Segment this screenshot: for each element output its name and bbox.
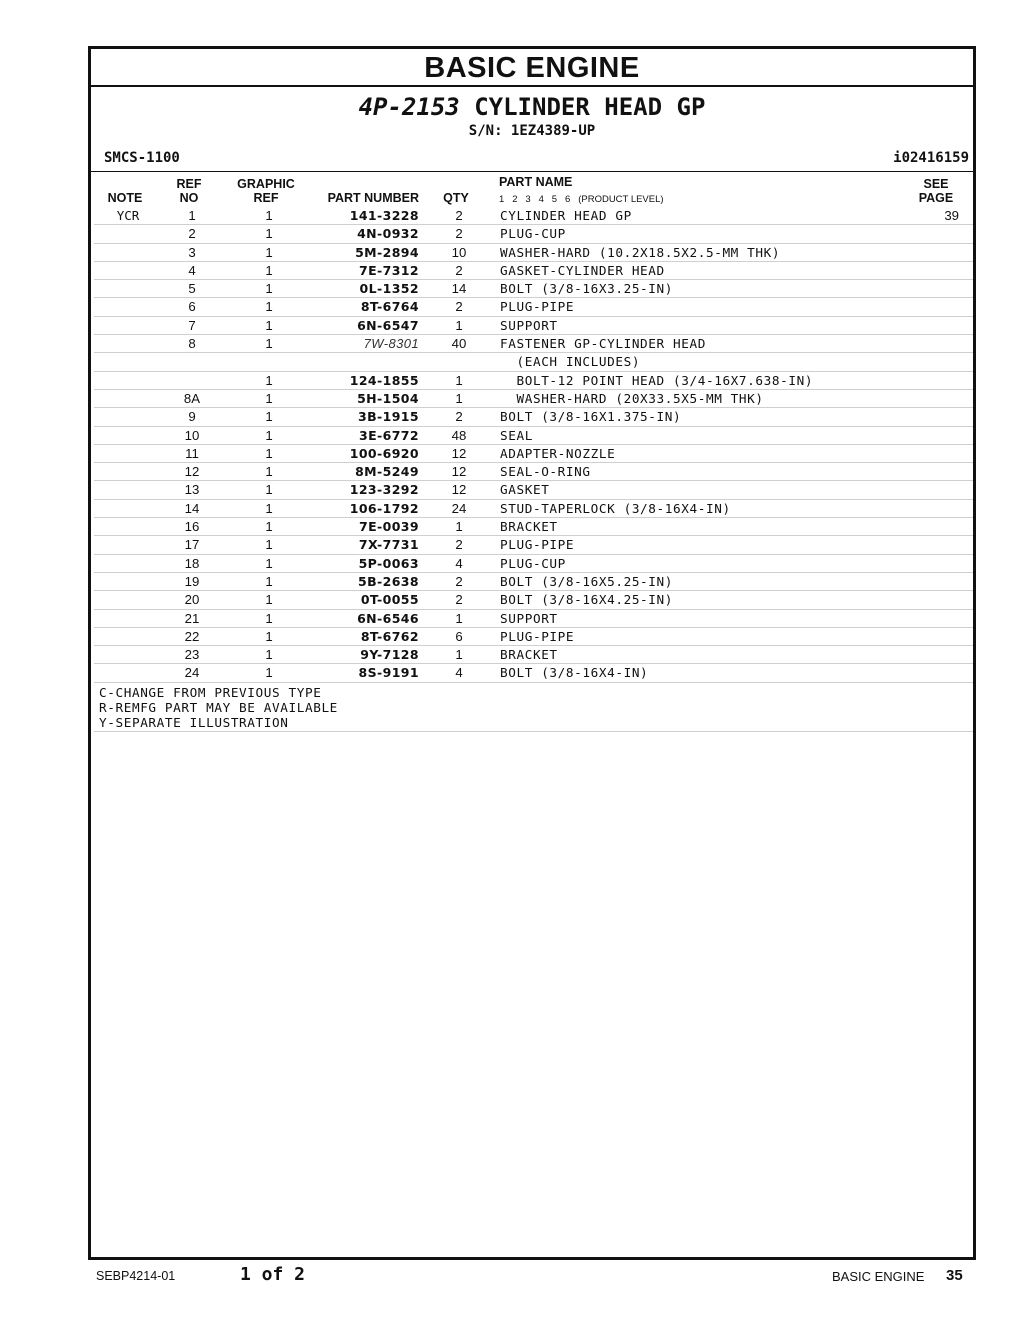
row-graphic-ref: 1 (265, 519, 273, 535)
row-graphic-ref: 1 (265, 262, 273, 278)
row-part-number: 9Y-7128 (360, 647, 419, 663)
row-qty: 40 (451, 336, 467, 352)
row-graphic-ref: 1 (265, 317, 273, 333)
row-part-number: 8S-9191 (358, 665, 419, 681)
row-part-number: 7W-8301 (363, 336, 419, 352)
table-row (94, 591, 973, 609)
row-qty: 12 (451, 445, 467, 461)
row-graphic-ref: 1 (265, 336, 273, 352)
header-ref-top: REF (176, 177, 202, 191)
column-header-ref-no (167, 177, 211, 205)
row-part-name: BOLT (3/8-16X3.25-IN) (500, 281, 674, 297)
row-ref-no: 1 (188, 208, 196, 223)
row-graphic-ref: 1 (265, 244, 273, 260)
footer-doc-code: SEBP4214-01 (96, 1269, 176, 1283)
table-row (94, 353, 973, 371)
row-part-number: 7E-7312 (358, 262, 419, 278)
table-row (94, 646, 973, 664)
row-part-name: (EACH INCLUDES) (500, 354, 641, 370)
row-graphic-ref: 1 (265, 628, 273, 644)
row-part-number: 6N-6547 (357, 317, 419, 333)
table-row (94, 481, 973, 499)
row-qty: 10 (451, 244, 467, 260)
row-graphic-ref: 1 (265, 226, 273, 242)
row-ref-no: 23 (184, 647, 200, 663)
row-graphic-ref: 1 (265, 427, 273, 443)
row-part-name: SUPPORT (500, 610, 558, 626)
row-part-number: 6N-6546 (357, 610, 419, 626)
row-part-number: 8T-6762 (360, 628, 419, 644)
table-row (94, 664, 973, 682)
row-part-number: 4N-0932 (357, 226, 419, 242)
row-graphic-ref: 1 (265, 445, 273, 461)
row-graphic-ref: 1 (265, 281, 273, 297)
row-part-name: BOLT (3/8-16X1.375-IN) (500, 409, 682, 425)
row-qty: 2 (455, 262, 463, 278)
row-ref-no: 20 (184, 592, 200, 608)
parts-list-frame (88, 46, 976, 1260)
row-ref-no: 13 (184, 482, 200, 498)
row-part-name: BOLT (3/8-16X5.25-IN) (500, 573, 674, 589)
row-qty: 2 (455, 537, 463, 553)
table-row (94, 408, 973, 426)
row-part-number: 7E-0039 (358, 519, 419, 535)
row-graphic-ref: 1 (265, 555, 273, 571)
row-part-name: STUD-TAPERLOCK (3/8-16X4-IN) (500, 500, 731, 516)
row-part-number: 100-6920 (349, 445, 419, 461)
row-part-number: 5H-1504 (357, 390, 419, 406)
row-qty: 2 (455, 592, 463, 608)
row-part-name: GASKET (500, 482, 550, 498)
row-ref-no: 11 (185, 445, 199, 461)
column-header-graphic-ref (231, 177, 301, 205)
header-graphic-top: GRAPHIC (237, 177, 295, 191)
row-part-name: BOLT (3/8-16X4-IN) (500, 665, 649, 681)
row-part-number: 7X-7731 (358, 537, 419, 553)
row-qty: 1 (455, 647, 463, 663)
row-graphic-ref: 1 (265, 592, 273, 608)
row-ref-no: 8 (188, 336, 196, 352)
row-graphic-ref: 1 (265, 482, 273, 498)
table-row (94, 628, 973, 646)
row-ref-no: 7 (188, 317, 196, 333)
table-row (94, 317, 973, 335)
table-row (94, 427, 973, 445)
table-row (94, 445, 973, 463)
row-ref-no: 4 (188, 262, 196, 278)
row-qty: 2 (455, 409, 463, 425)
row-qty: 2 (455, 226, 463, 242)
table-row (94, 390, 973, 408)
header-see-bottom: PAGE (918, 191, 954, 205)
row-ref-no: 8A (183, 390, 201, 406)
table-row (94, 280, 973, 298)
row-part-number: 0L-1352 (359, 281, 419, 297)
row-part-number: 124-1855 (349, 372, 419, 388)
row-graphic-ref: 1 (265, 299, 273, 315)
footer-section: BASIC ENGINE (832, 1269, 925, 1284)
row-qty: 24 (451, 500, 467, 516)
row-part-name: SEAL (500, 427, 533, 443)
row-ref-no: 21 (184, 610, 200, 626)
table-row (94, 573, 973, 591)
row-qty: 12 (451, 482, 467, 498)
row-ref-no: 5 (188, 281, 196, 297)
section-title: BASIC ENGINE (91, 49, 973, 87)
row-part-name: WASHER-HARD (20X33.5X5-MM THK) (500, 390, 764, 406)
row-part-number: 8M-5249 (355, 464, 419, 480)
row-part-name: PLUG-CUP (500, 226, 566, 242)
row-graphic-ref: 1 (265, 464, 273, 480)
row-part-number: 5M-2894 (355, 244, 419, 260)
row-part-number: 8T-6764 (360, 299, 419, 315)
row-part-name: BRACKET (500, 647, 558, 663)
header-divider (91, 171, 973, 172)
row-see-page: 39 (944, 208, 959, 223)
row-qty: 1 (455, 610, 463, 626)
column-header-qty: QTY (443, 191, 469, 205)
table-row (94, 225, 973, 243)
table-row (94, 463, 973, 481)
group-title (91, 93, 973, 121)
row-part-name: ADAPTER-NOZZLE (500, 445, 616, 461)
row-part-name: PLUG-CUP (500, 555, 566, 571)
row-part-name: FASTENER GP-CYLINDER HEAD (500, 336, 706, 352)
legend-line: Y-SEPARATE ILLUSTRATION (99, 715, 289, 730)
row-graphic-ref: 1 (265, 573, 273, 589)
row-graphic-ref: 1 (265, 208, 273, 223)
row-ref-no: 3 (188, 244, 196, 260)
row-ref-no: 24 (184, 665, 200, 681)
header-ref-bottom: NO (179, 191, 199, 205)
serial-number: S/N: 1EZ4389-UP (468, 123, 596, 139)
row-part-number: 5P-0063 (358, 555, 419, 571)
row-part-name: CYLINDER HEAD GP (500, 208, 632, 223)
row-part-name: WASHER-HARD (10.2X18.5X2.5-MM THK) (500, 244, 781, 260)
footer-page-number: 35 (946, 1267, 963, 1284)
table-row (94, 610, 973, 628)
row-part-number: 141-3228 (349, 208, 419, 223)
illustration-id: i02416159 (893, 150, 969, 166)
table-row (94, 262, 973, 280)
row-part-name: BRACKET (500, 519, 558, 535)
row-ref-no: 9 (188, 409, 196, 425)
column-header-note: NOTE (107, 191, 143, 205)
row-ref-no: 10 (184, 427, 200, 443)
table-row (94, 555, 973, 573)
row-ref-no: 18 (184, 555, 200, 571)
row-qty: 6 (455, 628, 463, 644)
table-row (94, 536, 973, 554)
row-part-name: SEAL-O-RING (500, 464, 591, 480)
table-row (94, 335, 973, 353)
row-part-number: 0T-0055 (360, 592, 419, 608)
row-graphic-ref: 1 (265, 665, 273, 681)
row-qty: 2 (455, 208, 463, 223)
row-part-name: GASKET-CYLINDER HEAD (500, 262, 665, 278)
row-qty: 1 (455, 390, 463, 406)
row-part-name: PLUG-PIPE (500, 537, 575, 553)
legend-line: C-CHANGE FROM PREVIOUS TYPE (99, 685, 322, 700)
column-header-part-name: PART NAME (499, 175, 573, 189)
row-qty: 4 (455, 665, 463, 681)
row-qty: 14 (451, 281, 467, 297)
row-qty: 1 (455, 519, 463, 535)
legend-line: R-REMFG PART MAY BE AVAILABLE (99, 700, 338, 715)
row-ref-no: 6 (188, 299, 196, 315)
row-ref-no: 16 (184, 519, 200, 535)
row-ref-no: 19 (184, 573, 200, 589)
header-graphic-bottom: REF (253, 191, 279, 205)
product-level-header: 1 2 3 4 5 6 (PRODUCT LEVEL) (499, 194, 664, 205)
row-graphic-ref: 1 (265, 372, 273, 388)
header-see-top: SEE (923, 177, 949, 191)
row-graphic-ref: 1 (265, 390, 273, 406)
row-qty: 2 (455, 299, 463, 315)
row-qty: 2 (455, 573, 463, 589)
group-name: CYLINDER HEAD GP (474, 93, 706, 121)
row-graphic-ref: 1 (265, 409, 273, 425)
footer-page-of: 1 of 2 (240, 1264, 306, 1285)
legend-notes (99, 685, 338, 730)
parts-table (94, 207, 973, 683)
row-part-number: 123-3292 (349, 482, 419, 498)
row-part-name: BOLT-12 POINT HEAD (3/4-16X7.638-IN) (500, 372, 814, 388)
column-header-part-number: PART NUMBER (327, 191, 419, 205)
group-part-number: 4P-2153 (358, 93, 460, 121)
row-part-name: PLUG-PIPE (500, 299, 575, 315)
row-graphic-ref: 1 (265, 610, 273, 626)
table-row (94, 207, 973, 225)
table-row (94, 298, 973, 316)
table-row (94, 500, 973, 518)
row-graphic-ref: 1 (265, 537, 273, 553)
table-row (94, 372, 973, 390)
table-row (94, 518, 973, 536)
row-qty: 4 (455, 555, 463, 571)
row-qty: 12 (451, 464, 467, 480)
row-qty: 48 (451, 427, 467, 443)
row-graphic-ref: 1 (265, 500, 273, 516)
row-part-number: 5B-2638 (357, 573, 419, 589)
row-part-number: 106-1792 (349, 500, 419, 516)
row-ref-no: 17 (184, 537, 200, 553)
smcs-code: SMCS-1100 (104, 150, 180, 166)
row-qty: 1 (455, 372, 463, 388)
column-header-see-page (913, 177, 959, 205)
row-part-name: PLUG-PIPE (500, 628, 575, 644)
row-ref-no: 22 (184, 628, 200, 644)
row-note: YCR (116, 208, 140, 223)
row-part-number: 3B-1915 (357, 409, 419, 425)
row-ref-no: 14 (184, 500, 200, 516)
row-qty: 1 (455, 317, 463, 333)
row-ref-no: 12 (184, 464, 200, 480)
legend-divider (94, 731, 973, 732)
row-part-name: BOLT (3/8-16X4.25-IN) (500, 592, 674, 608)
row-part-name: SUPPORT (500, 317, 558, 333)
row-part-number: 3E-6772 (358, 427, 419, 443)
row-ref-no: 2 (188, 226, 196, 242)
table-row (94, 244, 973, 262)
row-graphic-ref: 1 (265, 647, 273, 663)
